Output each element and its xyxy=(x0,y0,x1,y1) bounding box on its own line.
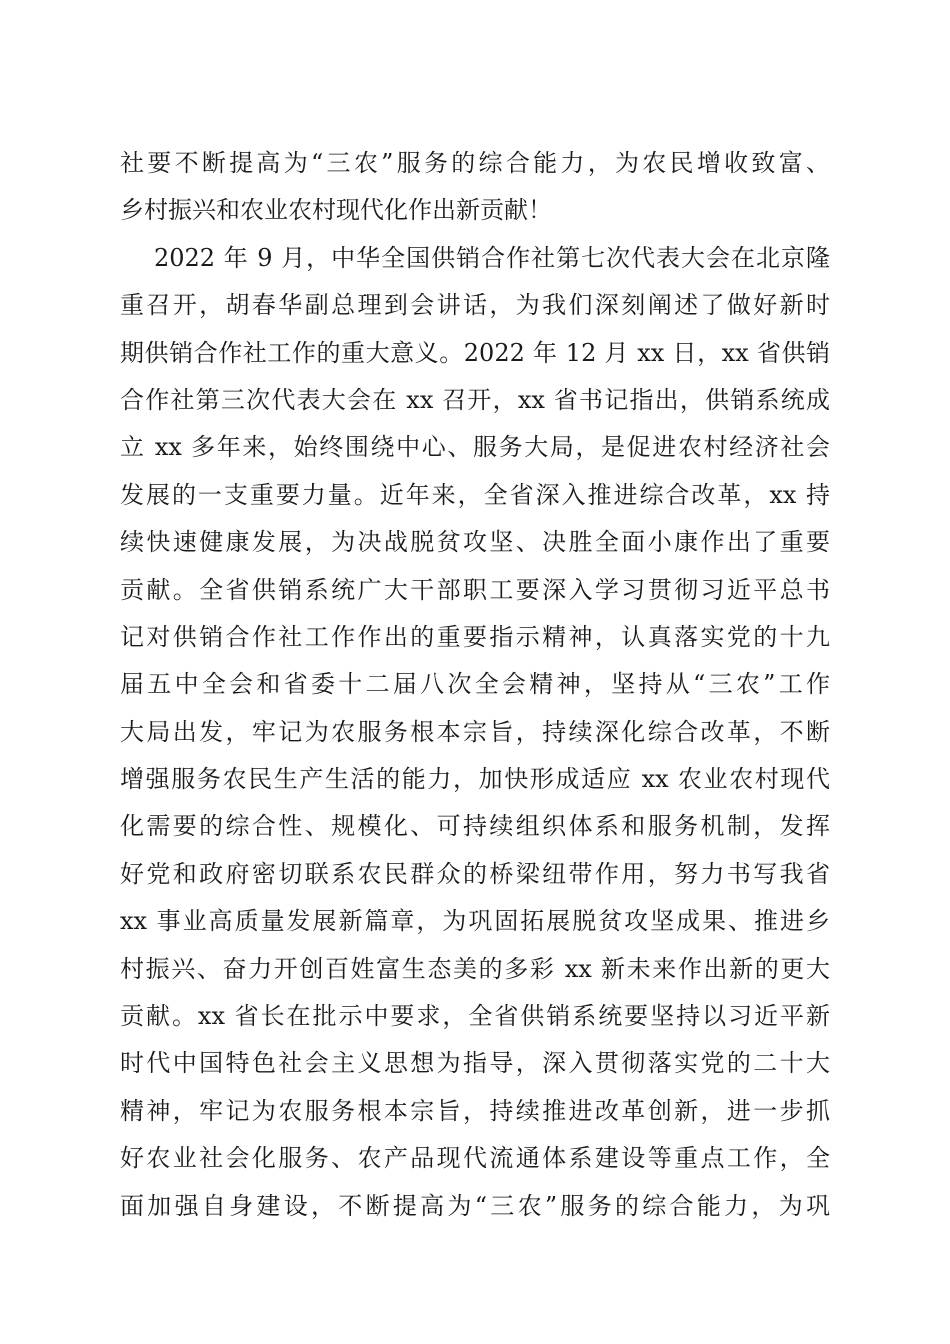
text-line: 化需要的综合性、规模化、可持续组织体系和服务机制，发挥 xyxy=(120,812,830,841)
text-line: 续快速健康发展，为决战脱贫攻坚、决胜全面小康作出了重要 xyxy=(120,528,830,557)
text-line: 届五中全会和省委十二届八次全会精神，坚持从“三农”工作 xyxy=(120,670,830,699)
text-line: 合作社第三次代表大会在 xx 召开，xx 省书记指出，供销系统成 xyxy=(120,385,830,414)
text-line: 贡献。全省供销系统广大干部职工要深入学习贯彻习近平总书 xyxy=(120,575,830,604)
text-line: 立 xx 多年来，始终围绕中心、服务大局，是促进农村经济社会 xyxy=(120,433,830,462)
text-line: 精神，牢记为农服务根本宗旨，持续推进改革创新，进一步抓 xyxy=(120,1096,830,1125)
text-line: 发展的一支重要力量。近年来，全省深入推进综合改革，xx 持 xyxy=(120,480,830,509)
text-line: 好农业社会化服务、农产品现代流通体系建设等重点工作，全 xyxy=(120,1144,830,1173)
text-line: 面加强自身建设，不断提高为“三农”服务的综合能力，为巩 xyxy=(120,1191,830,1220)
text-line: 村振兴、奋力开创百姓富生态美的多彩 xx 新未来作出新的更大 xyxy=(120,954,830,983)
text-line: 2022 年 9 月，中华全国供销合作社第七次代表大会在北京隆 xyxy=(154,243,830,272)
text-line: 期供销合作社工作的重大意义。2022 年 12 月 xx 日，xx 省供销 xyxy=(120,338,830,367)
text-line: 时代中国特色社会主义思想为指导，深入贯彻落实党的二十大 xyxy=(120,1049,830,1078)
text-line: 好党和政府密切联系农民群众的桥梁纽带作用，努力书写我省 xyxy=(120,859,830,888)
body-text xyxy=(120,140,830,1230)
text-line: 大局出发，牢记为农服务根本宗旨，持续深化综合改革，不断 xyxy=(120,717,830,746)
text-line: 贡献。xx 省长在批示中要求，全省供销系统要坚持以习近平新 xyxy=(120,1002,830,1031)
text-line: 记对供销合作社工作作出的重要指示精神，认真落实党的十九 xyxy=(120,622,830,651)
text-line: 乡村振兴和农业农村现代化作出新贡献！ xyxy=(120,196,552,225)
text-line: 重召开，胡春华副总理到会讲话，为我们深刻阐述了做好新时 xyxy=(120,291,830,320)
text-line: 社要不断提高为“三农”服务的综合能力，为农民增收致富、 xyxy=(120,149,830,177)
text-line: 增强服务农民生产生活的能力，加快形成适应 xx 农业农村现代 xyxy=(120,765,830,794)
text-line: xx 事业高质量发展新篇章，为巩固拓展脱贫攻坚成果、推进乡 xyxy=(120,907,830,936)
